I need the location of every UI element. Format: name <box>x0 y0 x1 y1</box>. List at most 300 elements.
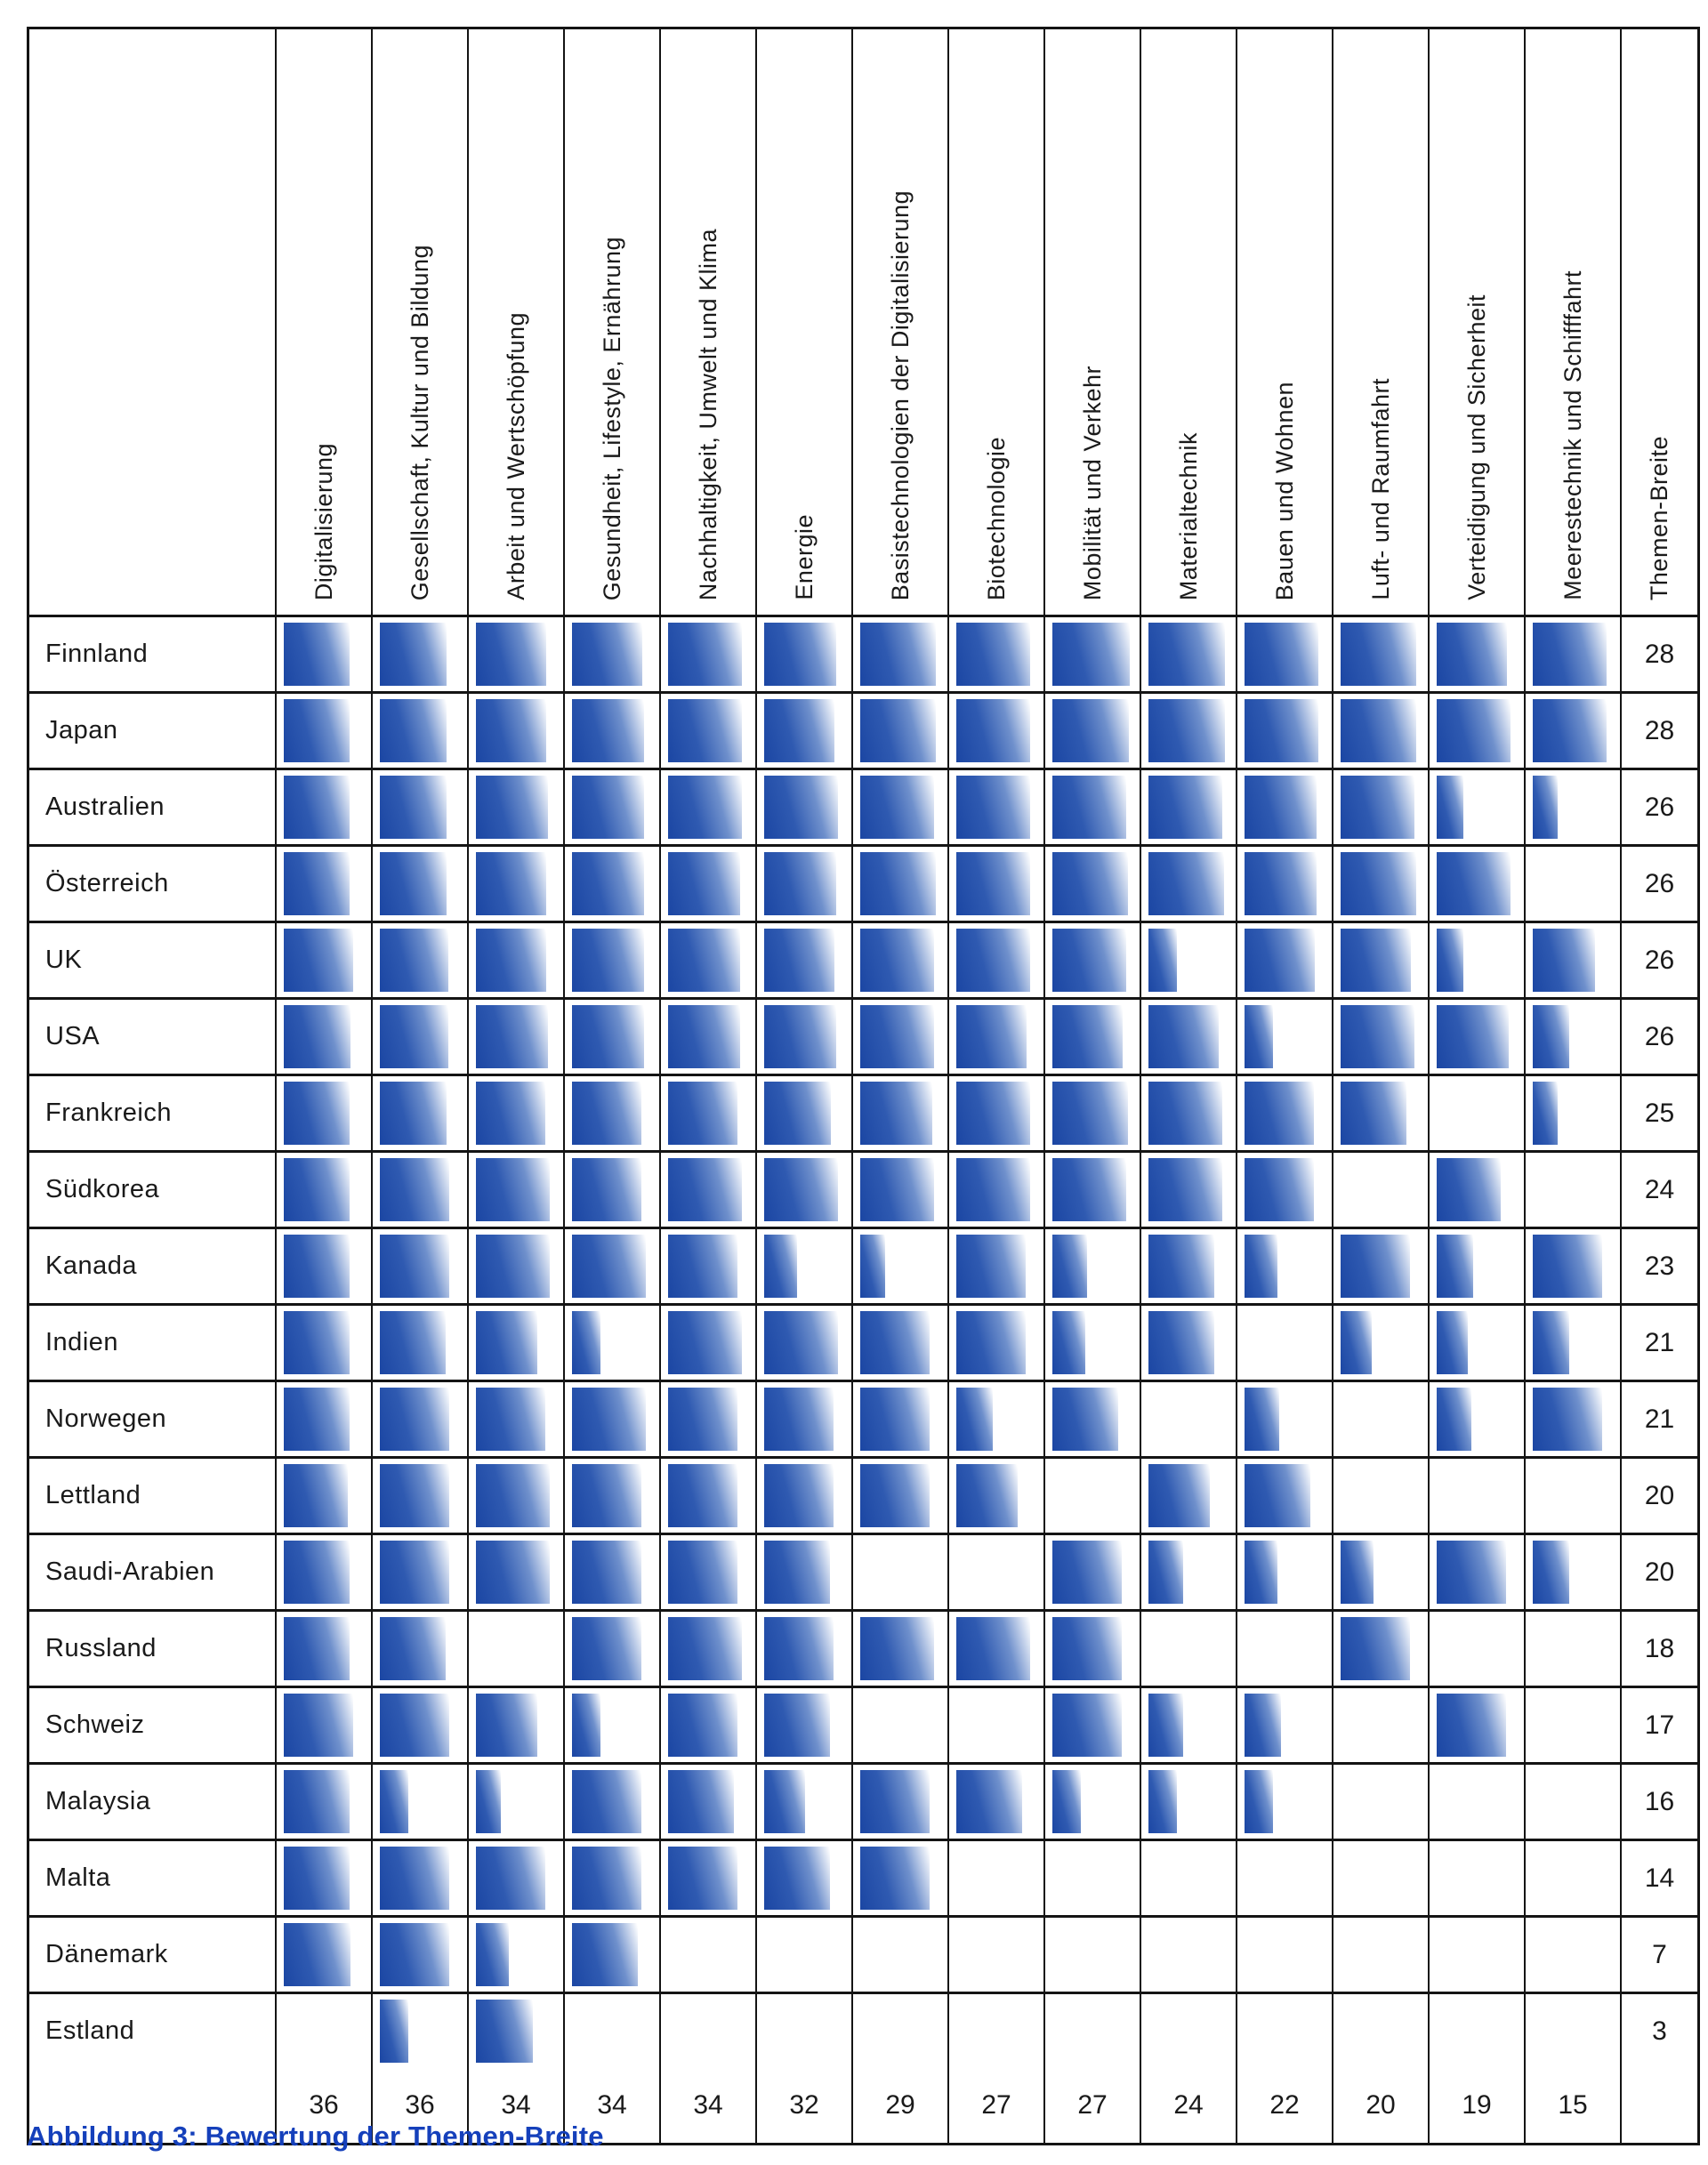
column-header-label: Basistechnologien der Digitalisierung <box>886 189 914 600</box>
value-bar <box>1245 929 1315 992</box>
column-total: 36 <box>371 2068 467 2143</box>
value-bar <box>860 1847 930 1910</box>
column-header-5 <box>659 29 755 615</box>
bar-cell-Meerestechnik und Schifffahrt <box>1524 1535 1620 1609</box>
value-bar <box>1341 1235 1410 1298</box>
value-bar <box>860 1158 934 1221</box>
breite-value: 28 <box>1620 694 1697 768</box>
bar-cell-Verteidigung und Sicherheit <box>1428 1229 1524 1303</box>
bar-cell-Nachhaltigkeit, Umwelt und Klima <box>659 1459 755 1533</box>
value-bar <box>476 1158 550 1221</box>
value-bar <box>572 776 644 839</box>
value-bar <box>1148 1235 1214 1298</box>
value-bar <box>956 1235 1026 1298</box>
bar-cell-Luft- und Raumfahrt <box>1332 770 1428 844</box>
bar-cell-Arbeit und Wertschöpfung <box>467 1000 563 1074</box>
themen-breite-table <box>27 27 1700 2145</box>
country-label: Lettland <box>45 1481 141 1509</box>
value-bar <box>284 852 350 915</box>
bar-cell-Mobilität und Verkehr <box>1043 1688 1140 1762</box>
bar-cell-Digitalisierung <box>275 1306 371 1380</box>
value-bar <box>1052 1158 1126 1221</box>
bar-cell-Mobilität und Verkehr <box>1043 1612 1140 1686</box>
bar-cell-Materialtechnik <box>1140 770 1236 844</box>
value-bar <box>1245 699 1318 762</box>
bar-cell-Gesundheit, Lifestyle, Ernährung <box>563 1841 659 1915</box>
value-bar <box>1533 1082 1558 1145</box>
bar-cell-Nachhaltigkeit, Umwelt und Klima <box>659 1000 755 1074</box>
value-bar <box>1533 699 1607 762</box>
value-bar <box>1148 1158 1222 1221</box>
value-bar <box>476 623 546 686</box>
bar-cell-Gesundheit, Lifestyle, Ernährung <box>563 1229 659 1303</box>
value-bar <box>572 623 642 686</box>
value-bar <box>1148 623 1225 686</box>
value-bar <box>284 1158 350 1221</box>
bar-cell-Basistechnologien der Digitalisierung <box>851 1382 947 1456</box>
bar-cell-Gesundheit, Lifestyle, Ernährung <box>563 1306 659 1380</box>
value-bar <box>1437 623 1507 686</box>
value-bar <box>1052 1311 1085 1374</box>
breite-value: 3 <box>1620 1994 1697 2068</box>
breite-header-label: Themen-Breite <box>1646 435 1672 600</box>
bar-cell-Basistechnologien der Digitalisierung <box>851 1306 947 1380</box>
value-bar <box>764 776 838 839</box>
value-bar <box>380 1617 446 1680</box>
bar-cell-Materialtechnik <box>1140 1306 1236 1380</box>
table-row-Südkorea <box>29 1153 1697 1229</box>
bar-cell-Basistechnologien der Digitalisierung <box>851 1918 947 1992</box>
breite-value: 26 <box>1620 847 1697 921</box>
bar-cell-Bauen und Wohnen <box>1236 1000 1332 1074</box>
bar-cell-Gesellschaft, Kultur und Bildung <box>371 1382 467 1456</box>
bar-cell-Basistechnologien der Digitalisierung <box>851 847 947 921</box>
bar-cell-Biotechnologie <box>947 1459 1043 1533</box>
bar-cell-Verteidigung und Sicherheit <box>1428 1459 1524 1533</box>
bar-cell-Luft- und Raumfahrt <box>1332 923 1428 997</box>
value-bar <box>956 1311 1026 1374</box>
value-bar <box>380 1005 448 1068</box>
column-header-10 <box>1140 29 1236 615</box>
column-header-label: Nachhaltigkeit, Umwelt und Klima <box>694 228 721 600</box>
value-bar <box>1148 1005 1219 1068</box>
value-bar <box>380 2000 408 2063</box>
bar-cell-Luft- und Raumfahrt <box>1332 1994 1428 2068</box>
bar-cell-Gesundheit, Lifestyle, Ernährung <box>563 847 659 921</box>
value-bar <box>1148 1541 1183 1604</box>
bar-cell-Biotechnologie <box>947 847 1043 921</box>
value-bar <box>1245 1770 1273 1833</box>
bar-cell-Basistechnologien der Digitalisierung <box>851 1688 947 1762</box>
column-header-11 <box>1236 29 1332 615</box>
value-bar <box>1341 699 1416 762</box>
bar-cell-Materialtechnik <box>1140 1382 1236 1456</box>
value-bar <box>764 1694 830 1757</box>
bar-cell-Biotechnologie <box>947 1382 1043 1456</box>
bar-cell-Biotechnologie <box>947 1306 1043 1380</box>
column-total: 36 <box>275 2068 371 2143</box>
bar-cell-Energie <box>755 923 851 997</box>
bar-cell-Mobilität und Verkehr <box>1043 770 1140 844</box>
bar-cell-Mobilität und Verkehr <box>1043 1382 1140 1456</box>
value-bar <box>1437 1235 1473 1298</box>
bar-cell-Gesellschaft, Kultur und Bildung <box>371 1076 467 1150</box>
bar-cell-Digitalisierung <box>275 1229 371 1303</box>
breite-value: 28 <box>1620 617 1697 691</box>
value-bar <box>380 1847 449 1910</box>
value-bar <box>1245 1235 1277 1298</box>
bar-cell-Energie <box>755 1382 851 1456</box>
value-bar <box>572 1770 641 1833</box>
bar-cell-Materialtechnik <box>1140 1612 1236 1686</box>
bar-cell-Digitalisierung <box>275 1535 371 1609</box>
bar-cell-Gesundheit, Lifestyle, Ernährung <box>563 1994 659 2068</box>
bar-cell-Energie <box>755 847 851 921</box>
column-header-8 <box>947 29 1043 615</box>
bar-cell-Mobilität und Verkehr <box>1043 1229 1140 1303</box>
bar-cell-Gesundheit, Lifestyle, Ernährung <box>563 770 659 844</box>
column-total: 22 <box>1236 2068 1332 2143</box>
bar-cell-Energie <box>755 1229 851 1303</box>
bar-cell-Bauen und Wohnen <box>1236 1382 1332 1456</box>
value-bar <box>1437 929 1463 992</box>
value-bar <box>476 1541 550 1604</box>
value-bar <box>572 852 644 915</box>
bar-cell-Gesellschaft, Kultur und Bildung <box>371 1229 467 1303</box>
column-header-label: Biotechnologie <box>982 436 1010 600</box>
breite-value: 23 <box>1620 1229 1697 1303</box>
totals-empty-breite <box>1620 2068 1697 2143</box>
value-bar <box>1245 1541 1277 1604</box>
bar-cell-Gesundheit, Lifestyle, Ernährung <box>563 694 659 768</box>
bar-cell-Energie <box>755 1994 851 2068</box>
bar-cell-Bauen und Wohnen <box>1236 1076 1332 1150</box>
value-bar <box>284 1847 350 1910</box>
value-bar <box>764 1464 834 1527</box>
value-bar <box>956 1617 1030 1680</box>
bar-cell-Digitalisierung <box>275 1765 371 1839</box>
bar-cell-Meerestechnik und Schifffahrt <box>1524 923 1620 997</box>
value-bar <box>1245 623 1318 686</box>
bar-cell-Gesellschaft, Kultur und Bildung <box>371 1153 467 1227</box>
bar-cell-Bauen und Wohnen <box>1236 1612 1332 1686</box>
value-bar <box>1437 1694 1506 1757</box>
value-bar <box>476 1464 550 1527</box>
country-label: Finnland <box>45 640 149 668</box>
bar-cell-Arbeit und Wertschöpfung <box>467 1153 563 1227</box>
breite-value: 21 <box>1620 1306 1697 1380</box>
country-label: USA <box>45 1022 101 1050</box>
value-bar <box>956 1388 993 1451</box>
value-bar <box>572 1694 600 1757</box>
bar-cell-Biotechnologie <box>947 1535 1043 1609</box>
value-bar <box>764 1541 830 1604</box>
value-bar <box>1148 929 1177 992</box>
value-bar <box>476 1388 545 1451</box>
value-bar <box>668 776 742 839</box>
value-bar <box>764 1082 831 1145</box>
bar-cell-Digitalisierung <box>275 1841 371 1915</box>
bar-cell-Basistechnologien der Digitalisierung <box>851 1000 947 1074</box>
bar-cell-Gesundheit, Lifestyle, Ernährung <box>563 1459 659 1533</box>
bar-cell-Luft- und Raumfahrt <box>1332 1382 1428 1456</box>
value-bar <box>1052 1235 1087 1298</box>
value-bar <box>380 623 447 686</box>
breite-value: 26 <box>1620 923 1697 997</box>
bar-cell-Bauen und Wohnen <box>1236 1765 1332 1839</box>
bar-cell-Nachhaltigkeit, Umwelt und Klima <box>659 923 755 997</box>
value-bar <box>572 1311 600 1374</box>
bar-cell-Mobilität und Verkehr <box>1043 1841 1140 1915</box>
value-bar <box>860 776 934 839</box>
value-bar <box>860 1388 930 1451</box>
bar-cell-Bauen und Wohnen <box>1236 694 1332 768</box>
value-bar <box>380 776 447 839</box>
bar-cell-Biotechnologie <box>947 1076 1043 1150</box>
value-bar <box>764 1311 838 1374</box>
column-total: 20 <box>1332 2068 1428 2143</box>
value-bar <box>1245 852 1317 915</box>
value-bar <box>1245 1005 1273 1068</box>
bar-cell-Mobilität und Verkehr <box>1043 1459 1140 1533</box>
country-label: Dänemark <box>45 1940 168 1968</box>
bar-cell-Gesellschaft, Kultur und Bildung <box>371 1994 467 2068</box>
value-bar <box>956 1770 1022 1833</box>
table-row-Russland <box>29 1612 1697 1688</box>
value-bar <box>284 1235 350 1298</box>
column-header-2 <box>371 29 467 615</box>
value-bar <box>1245 1082 1314 1145</box>
value-bar <box>1245 1388 1279 1451</box>
corner-cell <box>29 29 275 615</box>
column-header-label: Mobilität und Verkehr <box>1078 365 1106 600</box>
table-row-Malaysia <box>29 1765 1697 1841</box>
bar-cell-Meerestechnik und Schifffahrt <box>1524 617 1620 691</box>
bar-cell-Nachhaltigkeit, Umwelt und Klima <box>659 1994 755 2068</box>
bar-cell-Verteidigung und Sicherheit <box>1428 1000 1524 1074</box>
column-total: 34 <box>467 2068 563 2143</box>
value-bar <box>380 699 447 762</box>
value-bar <box>668 1311 742 1374</box>
bar-cell-Materialtechnik <box>1140 617 1236 691</box>
column-header-3 <box>467 29 563 615</box>
bar-cell-Nachhaltigkeit, Umwelt und Klima <box>659 1153 755 1227</box>
value-bar <box>1052 1617 1122 1680</box>
bar-cell-Luft- und Raumfahrt <box>1332 1306 1428 1380</box>
bar-cell-Nachhaltigkeit, Umwelt und Klima <box>659 1382 755 1456</box>
bar-cell-Materialtechnik <box>1140 1918 1236 1992</box>
breite-value: 21 <box>1620 1382 1697 1456</box>
column-header-label: Energie <box>790 514 818 600</box>
table-row-Frankreich <box>29 1076 1697 1153</box>
country-label: Japan <box>45 716 118 744</box>
country-label: Malta <box>45 1863 111 1892</box>
bar-cell-Meerestechnik und Schifffahrt <box>1524 1306 1620 1380</box>
value-bar <box>1052 776 1126 839</box>
bar-cell-Nachhaltigkeit, Umwelt und Klima <box>659 1688 755 1762</box>
bar-cell-Basistechnologien der Digitalisierung <box>851 770 947 844</box>
value-bar <box>764 1617 834 1680</box>
bar-cell-Gesellschaft, Kultur und Bildung <box>371 1000 467 1074</box>
bar-cell-Bauen und Wohnen <box>1236 617 1332 691</box>
bar-cell-Biotechnologie <box>947 1688 1043 1762</box>
bar-cell-Nachhaltigkeit, Umwelt und Klima <box>659 1918 755 1992</box>
value-bar <box>1341 1541 1374 1604</box>
bar-cell-Biotechnologie <box>947 1229 1043 1303</box>
column-header-label: Gesundheit, Lifestyle, Ernährung <box>598 236 625 600</box>
bar-cell-Bauen und Wohnen <box>1236 1153 1332 1227</box>
bar-cell-Biotechnologie <box>947 1765 1043 1839</box>
value-bar <box>1437 776 1463 839</box>
bar-cell-Gesundheit, Lifestyle, Ernährung <box>563 617 659 691</box>
bar-cell-Energie <box>755 1535 851 1609</box>
bar-cell-Bauen und Wohnen <box>1236 923 1332 997</box>
country-label: Russland <box>45 1634 157 1662</box>
bar-cell-Biotechnologie <box>947 923 1043 997</box>
bar-cell-Basistechnologien der Digitalisierung <box>851 1153 947 1227</box>
column-header-4 <box>563 29 659 615</box>
bar-cell-Materialtechnik <box>1140 1765 1236 1839</box>
column-header-label: Verteidigung und Sicherheit <box>1462 294 1490 600</box>
breite-value: 17 <box>1620 1688 1697 1762</box>
bar-cell-Arbeit und Wertschöpfung <box>467 1994 563 2068</box>
breite-column-header <box>1620 29 1697 615</box>
bar-cell-Nachhaltigkeit, Umwelt und Klima <box>659 617 755 691</box>
bar-cell-Basistechnologien der Digitalisierung <box>851 923 947 997</box>
bar-cell-Verteidigung und Sicherheit <box>1428 770 1524 844</box>
bar-cell-Energie <box>755 1076 851 1150</box>
value-bar <box>668 1694 737 1757</box>
value-bar <box>1052 852 1128 915</box>
breite-value: 18 <box>1620 1612 1697 1686</box>
column-header-label: Meerestechnik und Schifffahrt <box>1559 270 1586 600</box>
bar-cell-Gesellschaft, Kultur und Bildung <box>371 847 467 921</box>
bar-cell-Biotechnologie <box>947 1918 1043 1992</box>
bar-cell-Nachhaltigkeit, Umwelt und Klima <box>659 1765 755 1839</box>
bar-cell-Verteidigung und Sicherheit <box>1428 847 1524 921</box>
value-bar <box>1437 1005 1509 1068</box>
value-bar <box>1148 699 1225 762</box>
column-header-6 <box>755 29 851 615</box>
bar-cell-Digitalisierung <box>275 694 371 768</box>
value-bar <box>668 929 740 992</box>
table-row-Saudi-Arabien <box>29 1535 1697 1612</box>
value-bar <box>1533 1311 1569 1374</box>
value-bar <box>1245 1158 1314 1221</box>
value-bar <box>1148 1311 1214 1374</box>
bar-cell-Bauen und Wohnen <box>1236 1229 1332 1303</box>
value-bar <box>1341 1311 1372 1374</box>
bar-cell-Energie <box>755 1612 851 1686</box>
bar-cell-Arbeit und Wertschöpfung <box>467 1612 563 1686</box>
bar-cell-Mobilität und Verkehr <box>1043 1306 1140 1380</box>
bar-cell-Materialtechnik <box>1140 1000 1236 1074</box>
value-bar <box>284 1923 350 1986</box>
bar-cell-Verteidigung und Sicherheit <box>1428 1688 1524 1762</box>
bar-cell-Digitalisierung <box>275 1688 371 1762</box>
value-bar <box>380 1770 408 1833</box>
value-bar <box>860 1617 934 1680</box>
value-bar <box>572 1235 646 1298</box>
bar-cell-Nachhaltigkeit, Umwelt und Klima <box>659 1306 755 1380</box>
breite-value: 26 <box>1620 770 1697 844</box>
value-bar <box>956 1005 1027 1068</box>
value-bar <box>764 1388 834 1451</box>
bar-cell-Biotechnologie <box>947 1841 1043 1915</box>
value-bar <box>764 1770 805 1833</box>
table-row-Kanada <box>29 1229 1697 1306</box>
breite-value: 7 <box>1620 1918 1697 1992</box>
bar-cell-Gesellschaft, Kultur und Bildung <box>371 923 467 997</box>
country-label: Australien <box>45 793 165 821</box>
value-bar <box>284 623 350 686</box>
breite-value: 16 <box>1620 1765 1697 1839</box>
column-header-label: Gesellschaft, Kultur und Bildung <box>406 244 433 600</box>
country-label: Schweiz <box>45 1710 145 1739</box>
bar-cell-Luft- und Raumfahrt <box>1332 1688 1428 1762</box>
bar-cell-Basistechnologien der Digitalisierung <box>851 1765 947 1839</box>
bar-cell-Luft- und Raumfahrt <box>1332 1612 1428 1686</box>
bar-cell-Verteidigung und Sicherheit <box>1428 694 1524 768</box>
table-row-Indien <box>29 1306 1697 1382</box>
breite-value: 20 <box>1620 1459 1697 1533</box>
table-row-Norwegen <box>29 1382 1697 1459</box>
column-total: 24 <box>1140 2068 1236 2143</box>
value-bar <box>1341 1617 1410 1680</box>
value-bar <box>1533 623 1607 686</box>
bar-cell-Meerestechnik und Schifffahrt <box>1524 1459 1620 1533</box>
value-bar <box>380 1388 449 1451</box>
bar-cell-Gesellschaft, Kultur und Bildung <box>371 694 467 768</box>
value-bar <box>1533 1388 1602 1451</box>
value-bar <box>764 929 834 992</box>
value-bar <box>284 1617 350 1680</box>
bar-cell-Gesellschaft, Kultur und Bildung <box>371 770 467 844</box>
bar-cell-Biotechnologie <box>947 617 1043 691</box>
value-bar <box>476 1694 537 1757</box>
breite-value: 25 <box>1620 1076 1697 1150</box>
bar-cell-Materialtechnik <box>1140 847 1236 921</box>
value-bar <box>860 1082 932 1145</box>
bar-cell-Meerestechnik und Schifffahrt <box>1524 1688 1620 1762</box>
value-bar <box>476 699 546 762</box>
bar-cell-Bauen und Wohnen <box>1236 1535 1332 1609</box>
bar-cell-Basistechnologien der Digitalisierung <box>851 1841 947 1915</box>
bar-cell-Mobilität und Verkehr <box>1043 694 1140 768</box>
bar-cell-Arbeit und Wertschöpfung <box>467 1076 563 1150</box>
value-bar <box>572 1082 641 1145</box>
value-bar <box>764 1847 830 1910</box>
bar-cell-Gesellschaft, Kultur und Bildung <box>371 617 467 691</box>
value-bar <box>668 1158 742 1221</box>
bar-cell-Bauen und Wohnen <box>1236 847 1332 921</box>
bar-cell-Meerestechnik und Schifffahrt <box>1524 1382 1620 1456</box>
bar-cell-Energie <box>755 1000 851 1074</box>
value-bar <box>1341 1082 1406 1145</box>
column-header-1 <box>275 29 371 615</box>
bar-cell-Materialtechnik <box>1140 1459 1236 1533</box>
bar-cell-Energie <box>755 1918 851 1992</box>
value-bar <box>284 1464 348 1527</box>
bar-cell-Meerestechnik und Schifffahrt <box>1524 694 1620 768</box>
country-label: Norwegen <box>45 1404 167 1433</box>
value-bar <box>1533 776 1558 839</box>
value-bar <box>1148 1464 1210 1527</box>
value-bar <box>1533 1235 1602 1298</box>
bar-cell-Luft- und Raumfahrt <box>1332 1765 1428 1839</box>
bar-cell-Bauen und Wohnen <box>1236 1688 1332 1762</box>
value-bar <box>956 776 1030 839</box>
